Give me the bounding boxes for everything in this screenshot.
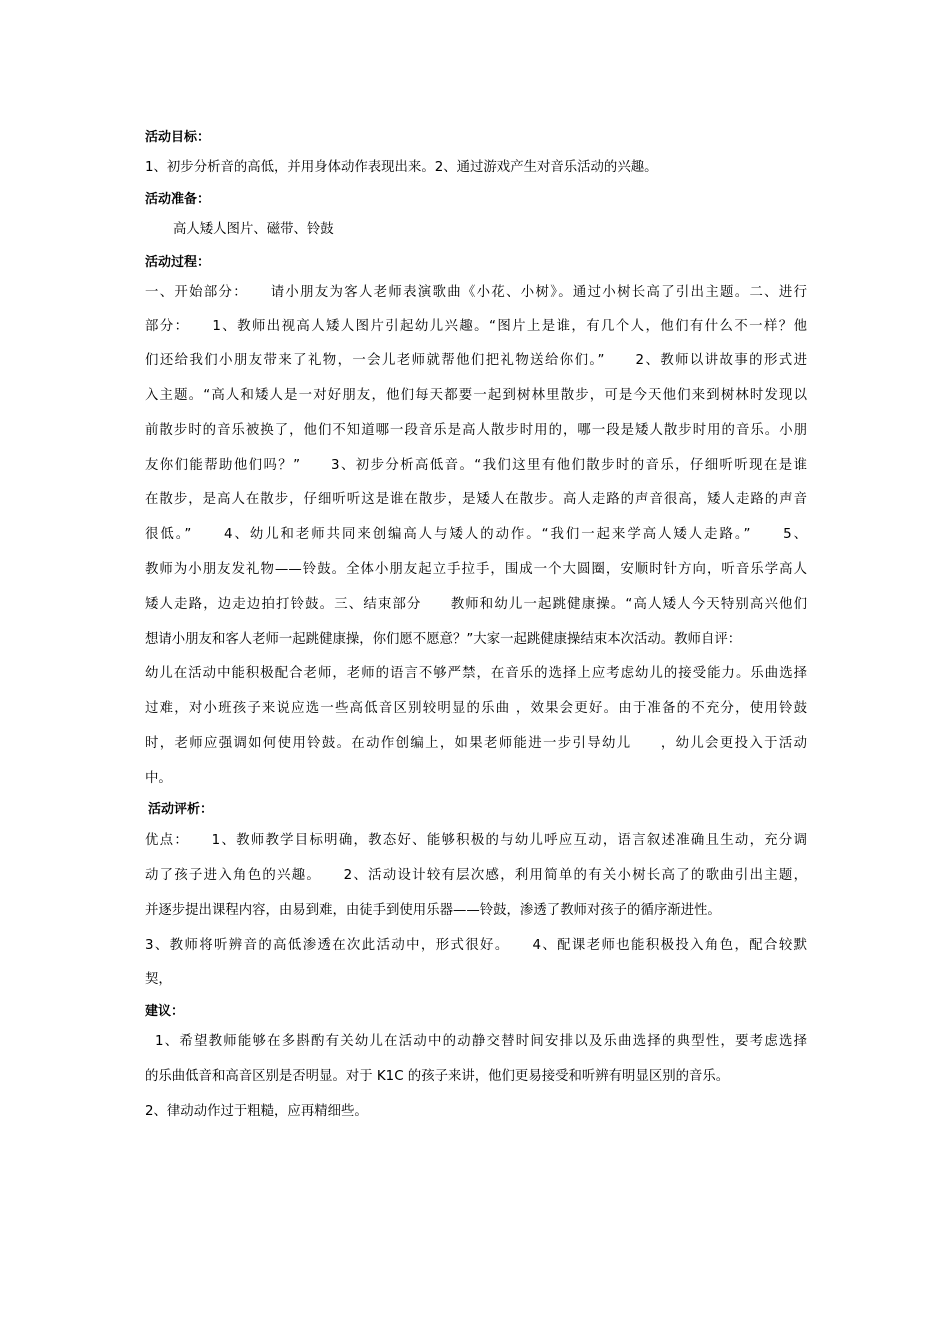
process-line-9: 教师为小朋友发礼物——铃鼓。全体小朋友起立手拉手，围成一个大圆圈，安顺时针方向，听音乐学高人 [145,562,807,577]
heading-process: 活动过程： [145,255,211,270]
process-line-3: 们还给我们小朋友带来了礼物，一会儿老师就帮他们把礼物送给你们。” 2、教师以讲故事的形式进 [145,353,807,368]
process-line-13: 过难，对小班孩子来说应选一些高低音区别较明显的乐曲 ，效果会更好。由于准备的不充分，使用铃鼓 [145,701,807,716]
process-line-5: 前散步时的音乐被换了，他们不知道哪一段音乐是高人散步时用的，哪一段是矮人散步时用的音乐。小朋 [145,423,807,438]
process-line-2: 部分： 1、教师出视高人矮人图片引起幼儿兴趣。“图片上是谁，有几个人，他们有什么不一样？他 [145,319,807,334]
review-line-3: 并逐步提出课程内容，由易到难，由徒手到使用乐器——铃鼓，渗透了教师对孩子的循序渐进性。 [145,903,721,918]
review-line-2: 动了孩子进入角色的兴趣。 2、活动设计较有层次感，利用简单的有关小树长高了的歌曲引出主题， [145,868,807,883]
process-line-1: 一、开始部分： 请小朋友为客人老师表演歌曲《小花、小树》。通过小树长高了引出主题。二、进行 [145,285,807,300]
process-line-8: 很低。” 4、幼儿和老师共同来创编高人与矮人的动作。“我们一起来学高人矮人走路。” 5、 [145,527,807,542]
review-line-1: 优点： 1、教师教学目标明确，教态好、能够积极的与幼儿呼应互动，语言叙述准确且生动，充分调 [145,833,807,848]
process-line-7: 在散步，是高人在散步，仔细听听这是谁在散步，是矮人在散步。高人走路的声音很高，矮人走路的声音 [145,492,807,507]
process-line-10: 矮人走路，边走边拍打铃鼓。三、结束部分 教师和幼儿一起跳健康操。“高人矮人今天特别高兴他们 [145,597,807,612]
process-line-6: 友你们能帮助他们吗？” 3、初步分析高低音。“我们这里有他们散步时的音乐，仔细听听现在是谁 [145,458,807,473]
review-line-5: 契， [145,972,172,987]
advice-line-3: 2、律动动作过于粗糙，应再精细些。 [145,1104,368,1119]
heading-prep: 活动准备： [145,192,211,207]
process-line-11: 想请小朋友和客人老师一起跳健康操，你们愿不愿意？”大家一起跳健康操结束本次活动。教师自评： [145,632,742,647]
advice-line-2: 的乐曲低音和高音区别是否明显。对于 K1C 的孩子来讲，他们更易接受和听辨有明显区别的音乐。 [145,1069,730,1084]
heading-goal: 活动目标： [145,130,211,145]
goal-text: 1、初步分析音的高低，并用身体动作表现出来。2、通过游戏产生对音乐活动的兴趣。 [145,160,658,175]
advice-line-1: 1、希望教师能够在多斟酌有关幼儿在活动中的动静交替时间安排以及乐曲选择的典型性，要考虑选择 [155,1034,807,1049]
heading-review: 活动评析： [148,802,214,817]
process-line-4: 入主题。“高人和矮人是一对好朋友，他们每天都要一起到树林里散步，可是今天他们来到树林时发现以 [145,388,807,403]
prep-text: 高人矮人图片、磁带、铃鼓 [173,222,334,237]
heading-advice: 建议： [145,1004,185,1019]
process-line-14: 时，老师应强调如何使用铃鼓。在动作创编上，如果老师能进一步引导幼儿 ，幼儿会更投入于活动 [145,736,807,751]
process-line-12: 幼儿在活动中能积极配合老师，老师的语言不够严禁，在音乐的选择上应考虑幼儿的接受能力。乐曲选择 [145,666,807,681]
process-line-15: 中。 [145,771,172,786]
review-line-4: 3、教师将听辨音的高低渗透在次此活动中，形式很好。 4、配课老师也能积极投入角色，配合较默 [145,938,807,953]
